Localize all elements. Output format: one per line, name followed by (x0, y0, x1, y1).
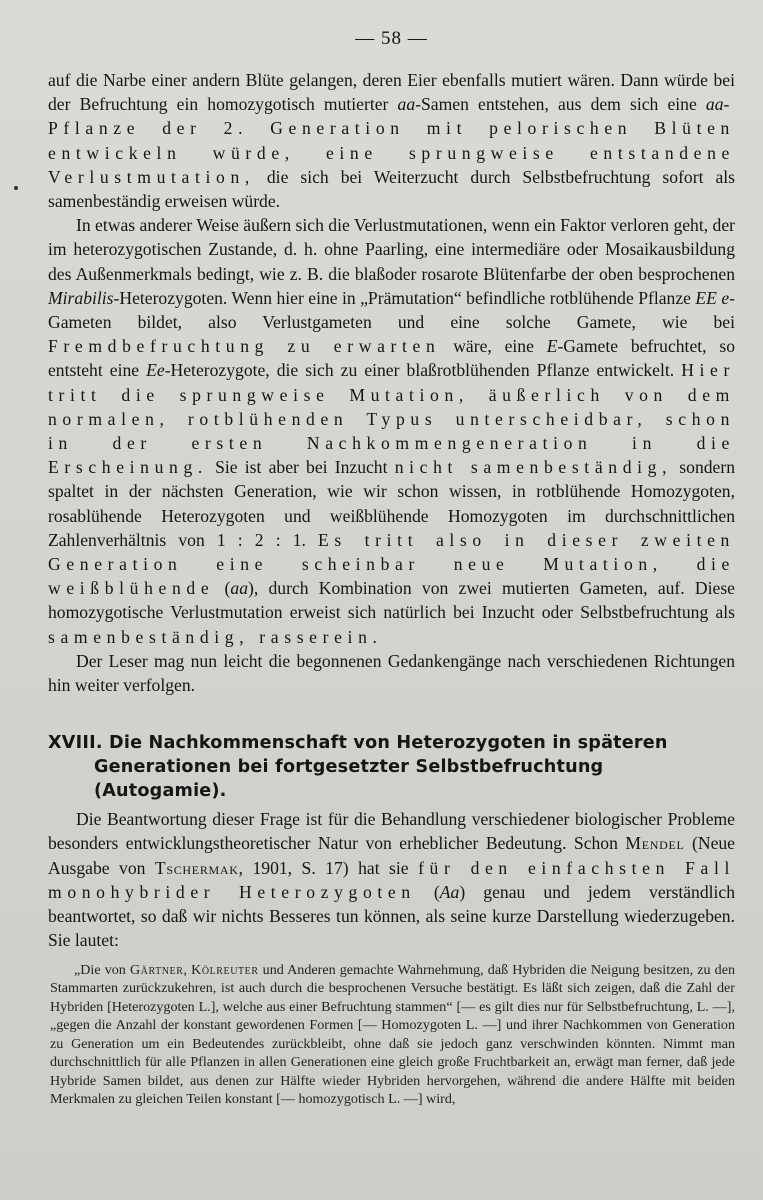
p2-spaced-samenbestaendig: samenbeständig, rasserein. (48, 626, 383, 647)
p2-spaced-nicht: nicht samenbeständig, (394, 457, 673, 478)
p2-spaced-fremdbefruchtung: Fremdbefruchtung zu erwarten (48, 336, 441, 357)
paragraph-1 (48, 68, 735, 213)
paragraph-4 (48, 807, 735, 952)
paragraph-2 (48, 213, 735, 649)
p2-text-8: sondern spaltet in der nächsten Generation, wie wir schon wissen, in rotblühende Homozygoten, rosablühende Heterozygoten und weißblühende Homozygoten im durchschnittlichen Zahlenverhältnis von 1 : 2 : 1. (48, 457, 735, 550)
p1-spaced-text: -Pflanze der 2. Generation mit pelorischen Blüten entwickeln würde, eine sprungweise entstandene Verlustmutation, (48, 94, 735, 187)
p1-italic-aa-1: aa (397, 94, 416, 115)
p4-author-tschermak: Tschermak (154, 857, 239, 878)
quote-author-koelreuter: Kölreuter (191, 961, 259, 978)
paragraph-3: Der Leser mag nun leicht die begonnenen Gedankengänge nach verschiedenen Richtungen hin weiter verfolgen. (48, 650, 735, 696)
p1-text-2: -Samen entstehen, aus dem sich eine (415, 94, 706, 115)
quote-paragraph (50, 961, 735, 1109)
quote-author-gaertner: Gärtner (129, 961, 184, 978)
p4-text-2: (Neue Ausgabe von (48, 833, 735, 878)
p2-italic-ee: Ee (146, 360, 165, 381)
p2-text-6: -Heterozygote, die sich zu einer blaßrotblühenden Pflanze entwickelt. (164, 360, 682, 381)
p2-text-9: ( (214, 578, 231, 599)
p2-spaced-mutation: Hier tritt die sprungweise Mutation, äußerlich von dem normalen, rotblühenden Typus unterscheidbar, schon in der ersten Nachkommengeneration in die Erscheinung. (48, 360, 735, 478)
p4-text-3: , 1901, S. 17) hat sie (238, 857, 419, 878)
p2-italic-ee-e: EE e (695, 287, 730, 308)
p1-text-1: auf die Narbe einer andern Blüte gelangen, deren Eier ebenfalls mutiert wären. Dann würde bei der Befruchtung ein homozygotisch mutierter (48, 70, 735, 115)
p2-spaced-generation: Es tritt also in dieser zweiten Generation eine scheinbar neue Mutation, die weißblühende (48, 529, 735, 599)
p1-italic-aa-2: aa (705, 94, 724, 115)
p4-text-4: ( (415, 881, 440, 902)
p2-text-10: ), durch Kombination von zwei mutierten Gameten, auf. Diese homozygotische Verlustmutation erweist sich natürlich bei Inzucht oder Selbstbefruchtung als (48, 578, 735, 623)
page-number: — 58 — (355, 28, 428, 49)
quote-text-2: , (183, 961, 192, 978)
p2-text-1: In etwas anderer Weise äußern sich die Verlustmutationen, wenn ein Faktor verloren geht, der im heterozygotischen Zustande, d. h. ohne Paarling, eine intermediäre oder Mosaikausbildung des Außenmerkmals bedingt, wie z. B. die blaßoder rosarote Blütenfarbe der oben besprochenen (48, 215, 735, 284)
p4-text-1: Die Beantwortung dieser Frage ist für die Behandlung verschiedener biologischer Probleme besonders entwicklungstheoretischer Natur von erheblicher Bedeutung. Schon (48, 809, 735, 854)
p2-text-4: wäre, eine (440, 336, 547, 357)
p2-text-3: -Gameten bildet, also Verlustgameten und eine solche Gamete, wie bei (48, 287, 736, 333)
p2-text-7: Sie ist aber bei Inzucht (207, 457, 395, 478)
p2-text-2: -Heterozygoten. Wenn hier eine in „Prämutation“ befindliche rotblühende Pflanze (113, 287, 696, 308)
p4-italic-aa: Aa (439, 881, 460, 902)
quote-text-3: und Anderen gemachte Wahrnehmung, daß Hybriden die Neigung besitzen, zu den Stammarten zurückzukehren, ist auch durch die besprochenen Versuche bestätigt. Es läßt sich zeigen, daß die Zahl der Hybriden [Heterozygoten L.], welche aus einer Befruchtung stammen“ [— es gilt dies nur für Selbstbefruchtung, L. —], „gegen die Anzahl der konstant gewordenen Formen [— Homozygoten L. —] und ihrer Nachkommen von Generation zu Generation um ein Bedeutendes zurückbleibt, ohne daß sie jedoch ganz verschwinden könnten. Nimmt man durchschnittlich für alle Pflanzen in allen Generationen eine gleich große Fruchtbarkeit an, erwägt man ferner, daß jede Hybride Samen bildet, aus denen zur Hälfte wieder Hybriden hervorgehen, während die andere Hälfte mit beiden Merkmalen zu gleichen Teilen konstant [— homozygotisch L. —] wird, (50, 961, 736, 1107)
p1-text-3: die sich bei Weiterzucht durch Selbstbefruchtung sofort als samenbeständig erweisen würde. (48, 166, 735, 212)
margin-speck (14, 186, 18, 190)
p4-author-mendel: Mendel (625, 833, 685, 854)
p4-text-5: ) genau und jedem verständlich beantwortet, so daß wir nichts Besseres tun können, als seine kurze Darstellung wiederzugeben. Sie lautet: (48, 881, 736, 951)
section-heading: XVIII. Die Nachkommenschaft von Heterozygoten in späteren Generationen bei fortgesetzter Selbstbefruchtung (Autogamie). (48, 733, 668, 802)
quote-text-1: „Die von (74, 961, 130, 978)
p2-italic-mirabilis: Mirabilis (48, 287, 114, 308)
p2-italic-e: E (546, 336, 558, 357)
p2-text-5: -Gamete befruchtet, so entsteht eine (48, 336, 735, 381)
p4-spaced-fall: für den einfachsten Fall monohybrider Heterozygoten (48, 857, 736, 902)
block-quote (48, 961, 735, 1109)
p2-italic-aa: aa (230, 578, 248, 599)
